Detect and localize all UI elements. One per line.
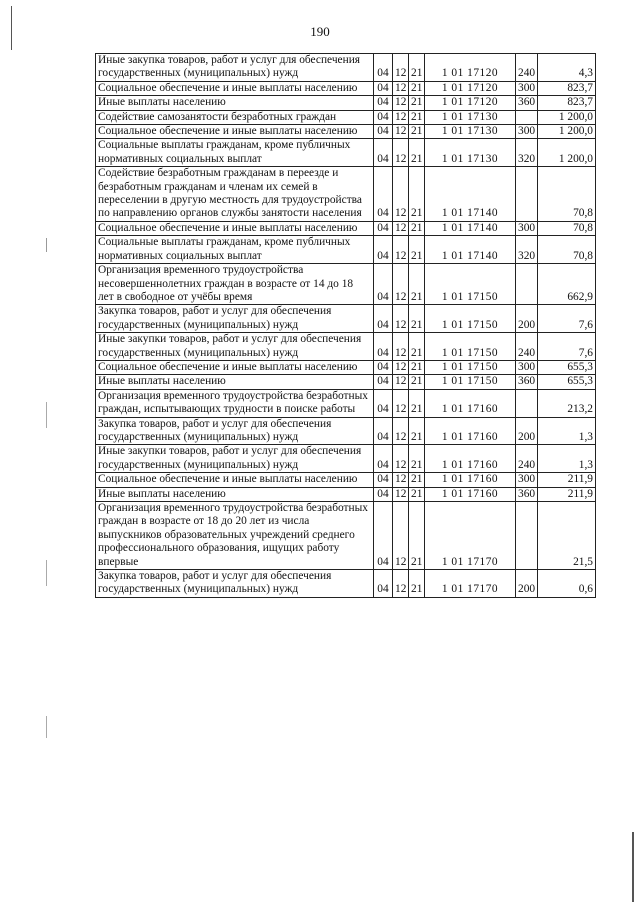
cell-csr: 1 01 17150 xyxy=(425,305,516,333)
cell-name: Социальное обеспечение и иные выплаты населению xyxy=(96,81,374,95)
cell-name: Социальное обеспечение и иные выплаты населению xyxy=(96,221,374,235)
cell-name: Иные закупки товаров, работ и услуг для обеспечения государственных (муниципальных) нужд xyxy=(96,333,374,361)
budget-table-body xyxy=(96,54,596,598)
cell-csr: 1 01 17150 xyxy=(425,264,516,305)
table-row xyxy=(96,473,596,487)
cell-name: Социальные выплаты гражданам, кроме публичных нормативных социальных выплат xyxy=(96,236,374,264)
cell-pr: 21 xyxy=(409,125,425,139)
cell-glv: 04 xyxy=(374,54,393,82)
cell-pr: 21 xyxy=(409,264,425,305)
cell-vr: 360 xyxy=(516,375,538,389)
scan-edge-mark xyxy=(46,716,47,738)
cell-vr: 360 xyxy=(516,96,538,110)
cell-pr: 21 xyxy=(409,139,425,167)
cell-sum: 1 200,0 xyxy=(538,125,596,139)
cell-rz: 12 xyxy=(393,375,409,389)
cell-name: Социальное обеспечение и иные выплаты населению xyxy=(96,125,374,139)
cell-sum: 1 200,0 xyxy=(538,139,596,167)
cell-glv: 04 xyxy=(374,417,393,445)
cell-csr: 1 01 17120 xyxy=(425,54,516,82)
cell-sum: 211,9 xyxy=(538,487,596,501)
cell-rz: 12 xyxy=(393,570,409,598)
cell-sum: 7,6 xyxy=(538,333,596,361)
table-row xyxy=(96,375,596,389)
cell-glv: 04 xyxy=(374,502,393,570)
cell-name: Закупка товаров, работ и услуг для обеспечения государственных (муниципальных) нужд xyxy=(96,417,374,445)
cell-sum: 1 200,0 xyxy=(538,110,596,124)
cell-name: Иные закупка товаров, работ и услуг для обеспечения государственных (муниципальных) нужд xyxy=(96,54,374,82)
cell-csr: 1 01 17140 xyxy=(425,236,516,264)
cell-pr: 21 xyxy=(409,389,425,417)
cell-csr: 1 01 17150 xyxy=(425,333,516,361)
table-row xyxy=(96,110,596,124)
cell-rz: 12 xyxy=(393,81,409,95)
cell-rz: 12 xyxy=(393,445,409,473)
cell-glv: 04 xyxy=(374,375,393,389)
page-number: 190 xyxy=(310,24,330,39)
cell-glv: 04 xyxy=(374,81,393,95)
cell-name: Иные закупки товаров, работ и услуг для обеспечения государственных (муниципальных) нужд xyxy=(96,445,374,473)
table-row xyxy=(96,221,596,235)
cell-rz: 12 xyxy=(393,487,409,501)
cell-vr: 240 xyxy=(516,333,538,361)
table-row xyxy=(96,360,596,374)
cell-glv: 04 xyxy=(374,96,393,110)
cell-name: Иные выплаты населению xyxy=(96,96,374,110)
cell-rz: 12 xyxy=(393,264,409,305)
cell-sum: 823,7 xyxy=(538,96,596,110)
table-row xyxy=(96,125,596,139)
cell-pr: 21 xyxy=(409,54,425,82)
cell-name: Организация временного трудоустройства несовершеннолетних граждан в возрасте от 14 до 18 лет в свободное от учёбы время xyxy=(96,264,374,305)
cell-csr: 1 01 17160 xyxy=(425,487,516,501)
scan-edge-mark xyxy=(46,238,47,252)
cell-rz: 12 xyxy=(393,110,409,124)
cell-rz: 12 xyxy=(393,96,409,110)
cell-csr: 1 01 17170 xyxy=(425,502,516,570)
cell-rz: 12 xyxy=(393,236,409,264)
table-row xyxy=(96,389,596,417)
cell-glv: 04 xyxy=(374,473,393,487)
cell-vr: 300 xyxy=(516,360,538,374)
cell-pr: 21 xyxy=(409,502,425,570)
cell-vr: 320 xyxy=(516,139,538,167)
cell-vr: 240 xyxy=(516,445,538,473)
cell-vr xyxy=(516,389,538,417)
cell-pr: 21 xyxy=(409,221,425,235)
cell-rz: 12 xyxy=(393,221,409,235)
cell-name: Организация временного трудоустройства безработных граждан в возрасте от 18 до 20 лет из числа выпускников образовательных учреждений среднего профессионального образования, ищущих работу впервые xyxy=(96,502,374,570)
cell-glv: 04 xyxy=(374,305,393,333)
cell-pr: 21 xyxy=(409,417,425,445)
cell-sum: 4,3 xyxy=(538,54,596,82)
cell-rz: 12 xyxy=(393,54,409,82)
cell-vr: 300 xyxy=(516,473,538,487)
cell-pr: 21 xyxy=(409,305,425,333)
cell-csr: 1 01 17170 xyxy=(425,570,516,598)
cell-vr: 300 xyxy=(516,125,538,139)
cell-pr: 21 xyxy=(409,81,425,95)
table-row xyxy=(96,570,596,598)
budget-table xyxy=(95,53,596,598)
cell-glv: 04 xyxy=(374,167,393,222)
cell-name: Содействие безработным гражданам в переезде и безработным гражданам и членам их семей в переселении в другую местность для трудоустройства по направлению органов службы занятости населения xyxy=(96,167,374,222)
cell-glv: 04 xyxy=(374,445,393,473)
cell-glv: 04 xyxy=(374,360,393,374)
cell-name: Иные выплаты населению xyxy=(96,375,374,389)
cell-rz: 12 xyxy=(393,502,409,570)
cell-name: Социальные выплаты гражданам, кроме публичных нормативных социальных выплат xyxy=(96,139,374,167)
cell-pr: 21 xyxy=(409,167,425,222)
cell-rz: 12 xyxy=(393,305,409,333)
table-row xyxy=(96,445,596,473)
cell-vr: 300 xyxy=(516,81,538,95)
cell-csr: 1 01 17150 xyxy=(425,375,516,389)
cell-sum: 655,3 xyxy=(538,375,596,389)
cell-pr: 21 xyxy=(409,570,425,598)
table-row xyxy=(96,236,596,264)
cell-glv: 04 xyxy=(374,333,393,361)
cell-vr xyxy=(516,264,538,305)
cell-csr: 1 01 17160 xyxy=(425,445,516,473)
cell-csr: 1 01 17140 xyxy=(425,221,516,235)
cell-glv: 04 xyxy=(374,570,393,598)
cell-name: Социальное обеспечение и иные выплаты населению xyxy=(96,473,374,487)
cell-vr: 320 xyxy=(516,236,538,264)
table-row xyxy=(96,502,596,570)
cell-sum: 662,9 xyxy=(538,264,596,305)
cell-vr: 200 xyxy=(516,570,538,598)
cell-sum: 70,8 xyxy=(538,167,596,222)
cell-glv: 04 xyxy=(374,264,393,305)
cell-vr: 200 xyxy=(516,305,538,333)
cell-pr: 21 xyxy=(409,473,425,487)
cell-rz: 12 xyxy=(393,125,409,139)
cell-csr: 1 01 17160 xyxy=(425,473,516,487)
table-row xyxy=(96,139,596,167)
cell-sum: 21,5 xyxy=(538,502,596,570)
cell-csr: 1 01 17160 xyxy=(425,417,516,445)
cell-name: Закупка товаров, работ и услуг для обеспечения государственных (муниципальных) нужд xyxy=(96,570,374,598)
scan-edge-mark xyxy=(46,560,47,586)
cell-rz: 12 xyxy=(393,333,409,361)
cell-sum: 655,3 xyxy=(538,360,596,374)
cell-csr: 1 01 17130 xyxy=(425,125,516,139)
table-row xyxy=(96,81,596,95)
cell-sum: 211,9 xyxy=(538,473,596,487)
cell-csr: 1 01 17150 xyxy=(425,360,516,374)
cell-csr: 1 01 17120 xyxy=(425,96,516,110)
cell-pr: 21 xyxy=(409,96,425,110)
table-row xyxy=(96,487,596,501)
cell-glv: 04 xyxy=(374,389,393,417)
table-row xyxy=(96,96,596,110)
cell-name: Иные выплаты населению xyxy=(96,487,374,501)
cell-name: Социальное обеспечение и иные выплаты населению xyxy=(96,360,374,374)
cell-vr xyxy=(516,110,538,124)
cell-glv: 04 xyxy=(374,236,393,264)
cell-pr: 21 xyxy=(409,487,425,501)
table-row xyxy=(96,305,596,333)
cell-csr: 1 01 17130 xyxy=(425,110,516,124)
cell-pr: 21 xyxy=(409,445,425,473)
scan-edge-mark xyxy=(632,832,634,902)
cell-sum: 1,3 xyxy=(538,417,596,445)
cell-vr xyxy=(516,502,538,570)
cell-name: Содействие самозанятости безработных граждан xyxy=(96,110,374,124)
cell-glv: 04 xyxy=(374,110,393,124)
cell-sum: 1,3 xyxy=(538,445,596,473)
cell-csr: 1 01 17140 xyxy=(425,167,516,222)
cell-vr: 200 xyxy=(516,417,538,445)
table-row xyxy=(96,333,596,361)
table-row xyxy=(96,54,596,82)
cell-rz: 12 xyxy=(393,139,409,167)
scan-edge-mark xyxy=(46,402,47,428)
cell-glv: 04 xyxy=(374,125,393,139)
cell-rz: 12 xyxy=(393,417,409,445)
cell-rz: 12 xyxy=(393,389,409,417)
cell-sum: 823,7 xyxy=(538,81,596,95)
cell-vr: 240 xyxy=(516,54,538,82)
cell-rz: 12 xyxy=(393,167,409,222)
cell-rz: 12 xyxy=(393,360,409,374)
table-row xyxy=(96,264,596,305)
cell-vr xyxy=(516,167,538,222)
table-row xyxy=(96,167,596,222)
table-row xyxy=(96,417,596,445)
cell-sum: 213,2 xyxy=(538,389,596,417)
cell-sum: 7,6 xyxy=(538,305,596,333)
cell-csr: 1 01 17130 xyxy=(425,139,516,167)
cell-glv: 04 xyxy=(374,139,393,167)
cell-pr: 21 xyxy=(409,236,425,264)
cell-sum: 70,8 xyxy=(538,236,596,264)
cell-glv: 04 xyxy=(374,221,393,235)
cell-pr: 21 xyxy=(409,360,425,374)
cell-sum: 0,6 xyxy=(538,570,596,598)
cell-pr: 21 xyxy=(409,110,425,124)
cell-pr: 21 xyxy=(409,333,425,361)
cell-csr: 1 01 17160 xyxy=(425,389,516,417)
cell-vr: 360 xyxy=(516,487,538,501)
cell-csr: 1 01 17120 xyxy=(425,81,516,95)
cell-name: Закупка товаров, работ и услуг для обеспечения государственных (муниципальных) нужд xyxy=(96,305,374,333)
cell-rz: 12 xyxy=(393,473,409,487)
cell-vr: 300 xyxy=(516,221,538,235)
cell-pr: 21 xyxy=(409,375,425,389)
cell-name: Организация временного трудоустройства безработных граждан, испытывающих трудности в поиске работы xyxy=(96,389,374,417)
cell-glv: 04 xyxy=(374,487,393,501)
cell-sum: 70,8 xyxy=(538,221,596,235)
